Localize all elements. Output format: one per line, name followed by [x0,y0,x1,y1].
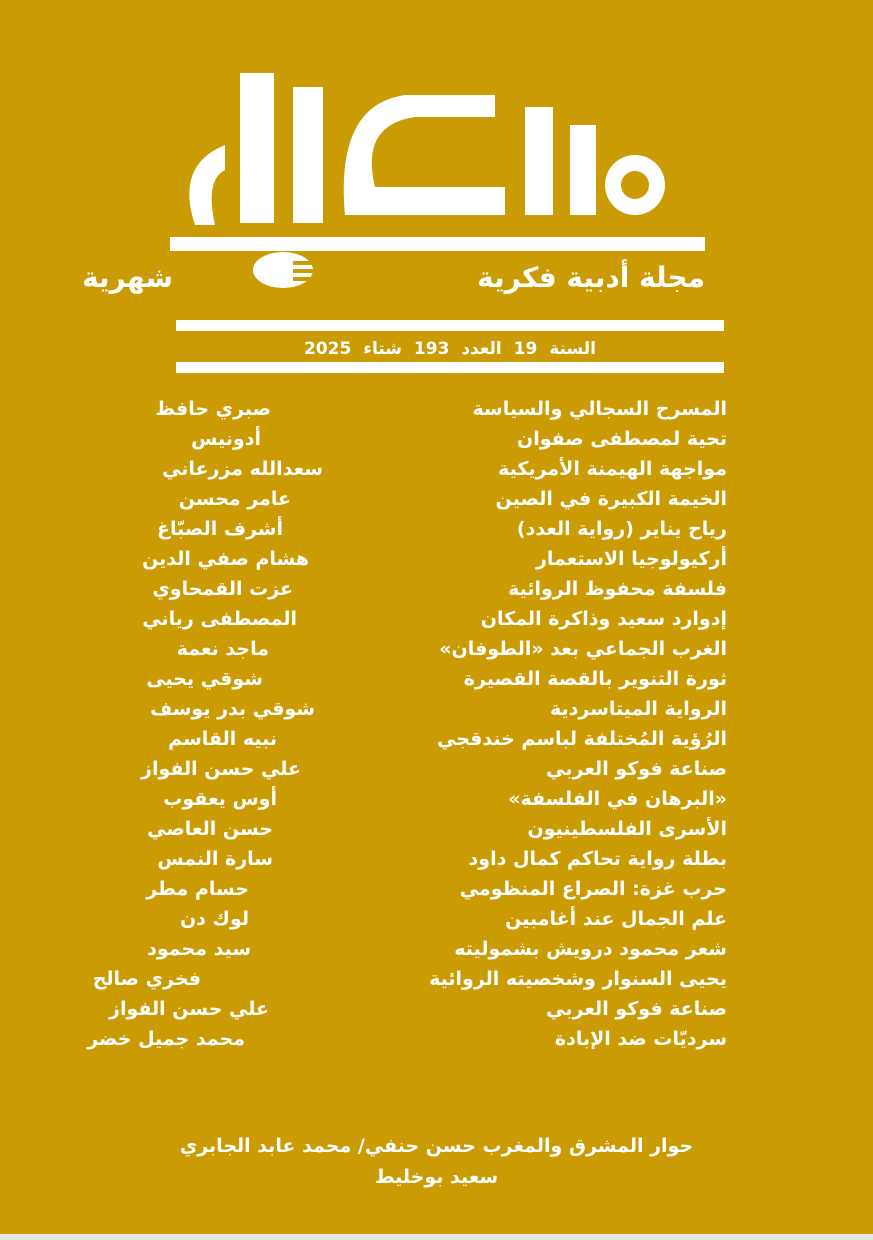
article-author: أدونيس [191,428,261,450]
toc-row [0,548,873,578]
toc-row [0,908,873,938]
article-title: الرُؤية المُختلفة لباسم خندقجي [437,728,727,750]
article-title: إدوارد سعيد وذاكرة المكان [480,608,727,630]
logo-text: الكلمة [437,215,440,216]
article-title: سرديّات ضد الإبادة [554,1028,727,1050]
toc-row [0,848,873,878]
toc-row [0,488,873,518]
article-author: المصطفى رياني [142,608,297,630]
article-title: حرب غزة: الصراع المنظومي [459,878,727,900]
article-title: المسرح السجالي والسياسة [472,398,727,420]
magazine-logo [82,65,710,300]
season: شتاء [363,339,402,359]
logo-subtitle-right: مجلة أدبية فكرية [477,261,705,294]
article-author: أوس يعقوب [163,788,277,810]
article-title: الخيمة الكبيرة في الصين [495,488,727,510]
article-author: محمد جميل خضر [87,1028,245,1050]
article-title: صناعة فوكو العربي [546,998,727,1020]
toc-row [0,698,873,728]
article-author: لوك دن [179,908,249,930]
toc-row [0,818,873,848]
article-author: حسن العاصي [147,818,273,840]
article-author: أشرف الصبّاغ [157,518,283,540]
article-author: عزت القمحاوي [152,578,293,600]
toc-row [0,668,873,698]
toc-row [0,938,873,968]
issue-label: العدد [461,339,502,359]
article-title: أركيولوجيا الاستعمار [535,548,727,570]
toc-row [0,728,873,758]
article-author: شوقي بدر يوسف [150,698,315,720]
article-title: يحيى السنوار وشخصيته الروائية [429,968,727,990]
article-author: نبيه القاسم [168,728,277,750]
toc-row [0,398,873,428]
toc-row [0,458,873,488]
toc-row [0,1088,873,1118]
article-title: مواجهة الهيمنة الأمريكية [498,458,727,480]
article-title: الرواية الميتاسردية [549,698,727,720]
article-title: رياح يناير (رواية العدد) [516,518,727,540]
toc-row [0,998,873,1028]
page-bottom-edge [0,1234,873,1240]
bottom-rule [176,362,724,373]
article-title: شعر محمود درويش بشموليته [454,938,727,960]
article-title: ثورة التنوير بالقصة القصيرة [463,668,727,690]
issue-info [176,339,724,359]
article-author: هشام صفي الدين [142,548,309,570]
toc-row [0,1028,873,1058]
article-title: علم الجمال عند أغامبين [505,908,727,930]
issue-date: 2025 [304,339,352,359]
article-title: صناعة فوكو العربي [546,758,727,780]
article-title: تحية لمصطفى صفوان [516,428,727,450]
article-title: بطلة رواية تحاكم كمال داود [468,848,727,870]
article-author: علي حسن الفواز [109,998,269,1020]
article-author: صبري حافظ [155,398,271,420]
article-author: سعدالله مزرعاني [162,458,323,480]
toc-row [0,428,873,458]
article-author: ماجد نعمة [176,638,269,660]
article-author: شوقي يحيى [146,668,263,690]
article-title: «البرهان في الفلسفة» [508,788,727,810]
toc-row [0,758,873,788]
year-label: السنة [549,339,596,359]
article-author: فخري صالح [92,968,201,990]
toc-row [0,638,873,668]
toc-row [0,968,873,998]
issue-number: 193 [413,339,450,359]
toc-row [0,608,873,638]
toc-row [0,518,873,548]
article-author: حسام مطر [146,878,249,900]
toc-row [0,788,873,818]
year-number: 19 [513,339,538,359]
toc-row [0,578,873,608]
logo-subtitle-left: شهرية [82,261,173,294]
toc-row [0,878,873,908]
article-author: علي حسن الفواز [141,758,301,780]
top-rule [176,320,724,331]
footer-dialogue-title: حوار المشرق والمغرب حسن حنفي/ محمد عابد الجابري [179,1135,694,1157]
article-title: الغرب الجماعي بعد «الطوفان» [439,638,727,660]
footer-author: سعيد بوخليط [374,1166,499,1188]
article-title: فلسفة محفوظ الروائية [508,578,727,600]
toc-row [0,1058,873,1088]
article-author: عامر محسن [178,488,291,510]
article-title: الأسرى الفلسطينيون [527,818,727,840]
article-author: سيد محمود [147,938,251,960]
article-author: سارة النمس [157,848,273,870]
